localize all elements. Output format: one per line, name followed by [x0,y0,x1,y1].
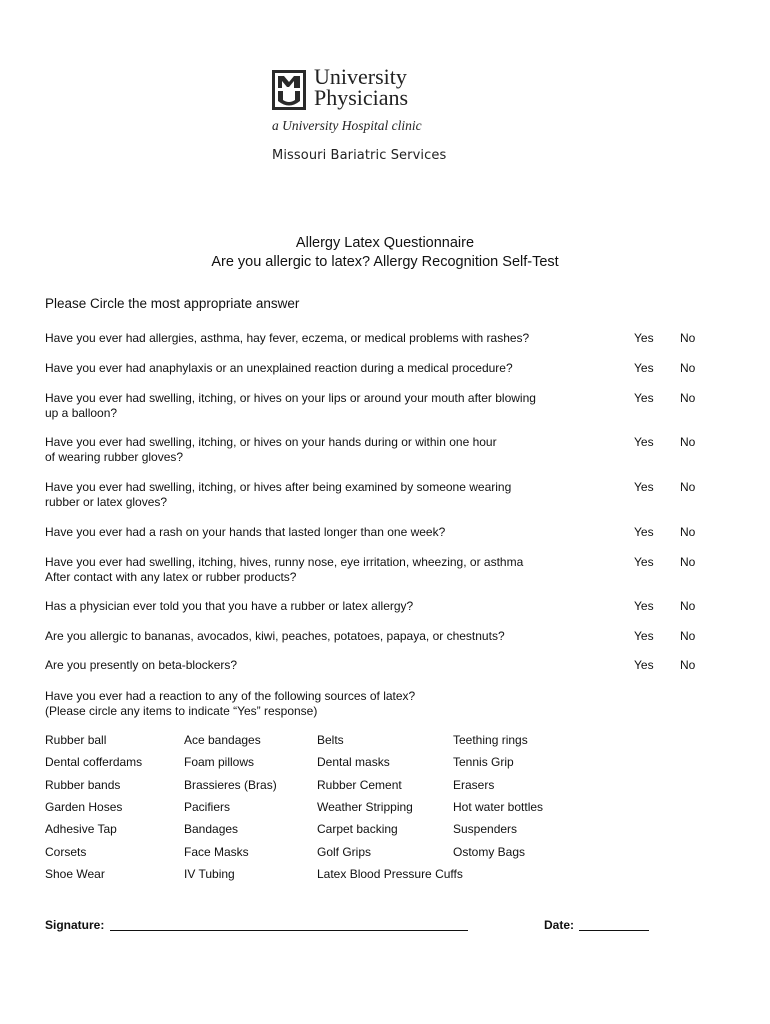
latex-sources-intro-line1: Have you ever had a reaction to any of the following sources of latex? [45,689,416,703]
question-line: Has a physician ever told you that you have a rubber or latex allergy? [45,599,414,613]
latex-source-item[interactable]: Tennis Grip [453,755,514,769]
date-label: Date: [544,918,575,932]
latex-source-item[interactable]: Garden Hoses [45,800,123,814]
latex-source-item[interactable]: Carpet backing [317,822,398,836]
answer-yes-option[interactable]: Yes [634,555,654,569]
question-text [45,555,625,585]
question-text [45,435,625,465]
question-line: Have you ever had swelling, itching, or hives on your lips or around your mouth after blowing [45,391,536,405]
latex-sources-intro-line2: (Please circle any items to indicate “Yes” response) [45,704,318,718]
latex-source-item[interactable]: Ostomy Bags [453,845,526,859]
organization-name-line1: University [314,64,407,89]
question-text [45,525,625,540]
question-text [45,658,625,673]
latex-source-item[interactable]: Face Masks [184,845,249,859]
question-text [45,629,625,644]
latex-source-item[interactable]: Dental cofferdams [45,755,143,769]
answer-no-option[interactable]: No [680,480,696,494]
question-text [45,331,625,346]
answer-no-option[interactable]: No [680,435,696,449]
latex-source-item[interactable]: Suspenders [453,822,518,836]
question-line: Have you ever had a rash on your hands that lasted longer than one week? [45,525,446,539]
latex-source-item[interactable]: Dental masks [317,755,390,769]
latex-source-item[interactable]: Shoe Wear [45,867,105,881]
document-subtitle: Are you allergic to latex? Allergy Recognition Self-Test [211,254,559,270]
answer-no-option[interactable]: No [680,391,696,405]
latex-source-item[interactable]: Weather Stripping [317,800,413,814]
latex-source-item[interactable]: Hot water bottles [453,800,544,814]
latex-source-item[interactable]: Latex Blood Pressure Cuffs [317,867,463,881]
latex-source-item[interactable]: Adhesive Tap [45,822,117,836]
latex-source-item[interactable]: Ace bandages [184,733,261,747]
organization-tagline: a University Hospital clinic [272,118,422,133]
answer-no-option[interactable]: No [680,331,696,345]
latex-source-item[interactable]: Foam pillows [184,755,255,769]
organization-name [314,66,408,108]
latex-source-item[interactable]: Erasers [453,778,495,792]
answer-no-option[interactable]: No [680,658,696,672]
question-text [45,361,625,376]
mu-shield-icon [272,70,306,110]
answer-yes-option[interactable]: Yes [634,361,654,375]
answer-yes-option[interactable]: Yes [634,658,654,672]
answer-yes-option[interactable]: Yes [634,599,654,613]
question-text [45,391,625,421]
answer-yes-option[interactable]: Yes [634,480,654,494]
question-line: of wearing rubber gloves? [45,450,184,464]
department-name: Missouri Bariatric Services [272,148,447,163]
latex-source-item[interactable]: Rubber Cement [317,778,402,792]
question-line: rubber or latex gloves? [45,495,168,509]
question-line: Have you ever had allergies, asthma, hay fever, eczema, or medical problems with rashes? [45,331,530,345]
latex-sources-intro [45,689,415,719]
question-line: Have you ever had swelling, itching, hives, runny nose, eye irritation, wheezing, or asthma [45,555,524,569]
document-title: Allergy Latex Questionnaire [295,235,475,251]
latex-source-item[interactable]: Belts [317,733,344,747]
answer-yes-option[interactable]: Yes [634,629,654,643]
latex-source-item[interactable]: Rubber ball [45,733,107,747]
latex-source-item[interactable]: Brassieres (Bras) [184,778,277,792]
question-line: Are you allergic to bananas, avocados, kiwi, peaches, potatoes, papaya, or chestnuts? [45,629,505,643]
answer-no-option[interactable]: No [680,361,696,375]
latex-source-item[interactable]: Golf Grips [317,845,372,859]
answer-yes-option[interactable]: Yes [634,525,654,539]
answer-no-option[interactable]: No [680,555,696,569]
answer-yes-option[interactable]: Yes [634,331,654,345]
question-text [45,599,625,614]
question-line: After contact with any latex or rubber products? [45,570,297,584]
answer-no-option[interactable]: No [680,525,696,539]
question-line: Have you ever had swelling, itching, or hives after being examined by someone wearing [45,480,512,494]
question-text [45,480,625,510]
signature-line[interactable] [110,930,468,931]
date-line[interactable] [579,930,649,931]
clinic-logo [272,66,472,166]
question-line: Have you ever had swelling, itching, or hives on your hands during or within one hour [45,435,497,449]
question-line: up a balloon? [45,406,118,420]
latex-source-item[interactable]: Teething rings [453,733,528,747]
latex-source-item[interactable]: IV Tubing [184,867,235,881]
latex-source-item[interactable]: Bandages [184,822,239,836]
answer-yes-option[interactable]: Yes [634,391,654,405]
answer-no-option[interactable]: No [680,599,696,613]
question-line: Have you ever had anaphylaxis or an unexplained reaction during a medical procedure? [45,361,513,375]
answer-no-option[interactable]: No [680,629,696,643]
latex-source-item[interactable]: Pacifiers [184,800,231,814]
signature-label: Signature: [45,918,105,932]
instruction-text: Please Circle the most appropriate answer [45,296,300,311]
question-line: Are you presently on beta-blockers? [45,658,238,672]
latex-source-item[interactable]: Rubber bands [45,778,121,792]
answer-yes-option[interactable]: Yes [634,435,654,449]
latex-source-item[interactable]: Corsets [45,845,87,859]
organization-name-line2: Physicians [314,85,409,110]
